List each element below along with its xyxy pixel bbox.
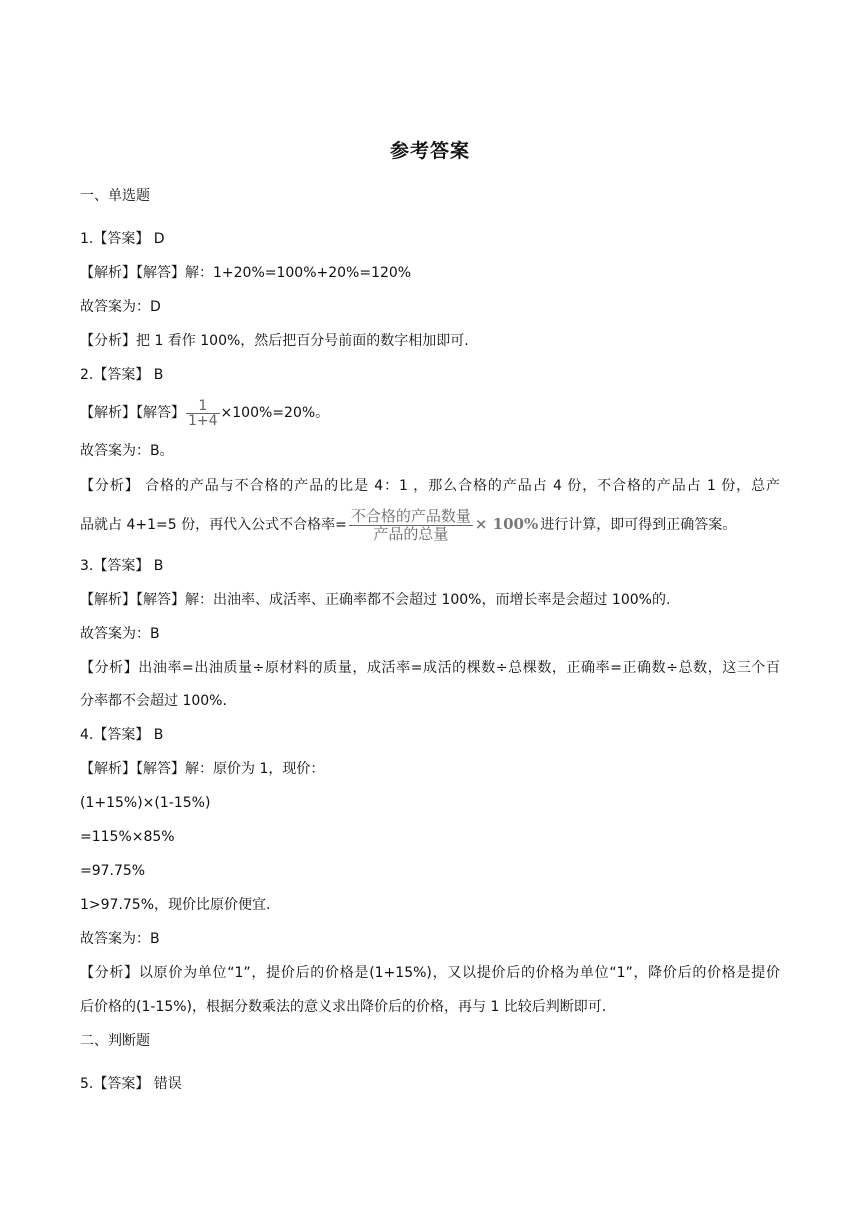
q5-answer: 5.【答案】 错误	[80, 1076, 182, 1092]
q2-formula-numerator: 不合格的产品数量	[350, 506, 471, 525]
q1-note: 【分析】把 1 看作 100%，然后把百分号前面的数字相加即可.	[80, 333, 469, 349]
page-title: 参考答案	[389, 140, 470, 162]
q4-step-4: 1>97.75%，现价比原价便宜.	[80, 897, 271, 913]
q2-analysis	[80, 398, 780, 428]
q4-conclusion: 故答案为：B	[80, 931, 160, 947]
q2-formula-denominator: 产品的总量	[349, 525, 473, 543]
section-heading-single-choice: 一、单选题	[80, 188, 150, 204]
q3-note-line1: 【分析】出油率=出油质量÷原材料的质量，成活率=成活的棵数÷总棵数，正确率=正确数÷总数，这三个百	[80, 660, 780, 676]
q3-note-line2: 分率都不会超过 100%.	[80, 693, 227, 709]
q2-formula-fraction	[349, 508, 473, 543]
q3-conclusion: 故答案为：B	[80, 626, 160, 642]
q1-analysis: 【解析】【解答】解：1+20%=100%+20%=120%	[80, 265, 412, 281]
q2-fraction	[186, 399, 220, 428]
q4-step-3: =97.75%	[80, 863, 146, 879]
q4-note-line2: 后价格的(1-15%)，根据分数乘法的意义求出降价后的价格，再与 1 比较后判断即可.	[80, 999, 607, 1015]
q3-analysis: 【解析】【解答】解：出油率、成活率、正确率都不会超过 100%，而增长率是会超过 100%的.	[80, 592, 671, 608]
q4-note-line1: 【分析】以原价为单位“1”，提价后的价格是(1+15%)，又以提价后的价格为单位“1”，降价后的价格是提价	[80, 965, 780, 981]
q2-conclusion: 故答案为：B。	[80, 443, 174, 459]
q4-step-1: (1+15%)×(1-15%)	[80, 795, 211, 811]
q2-analysis-suffix: ×100%=20%。	[220, 405, 330, 421]
q3-answer: 3.【答案】 B	[80, 558, 164, 574]
q2-note-line2-prefix: 品就占 4+1=5 份，再代入公式不合格率=	[80, 517, 347, 533]
q2-formula-times-percent: × 100%	[474, 515, 539, 533]
section-heading-judgement: 二、判断题	[80, 1033, 150, 1049]
q2-note-line1: 【分析】 合格的产品与不合格的产品的比是 4：1 ，那么合格的产品占 4 份，不合格的产品占 1 份，总产	[80, 478, 780, 494]
q2-fraction-denominator: 1+4	[188, 412, 218, 429]
q2-note-line2-suffix: 进行计算，即可得到正确答案。	[540, 517, 737, 533]
q4-answer: 4.【答案】 B	[80, 727, 164, 743]
q4-analysis: 【解析】【解答】解：原价为 1，现价：	[80, 761, 325, 777]
q4-step-2: =115%×85%	[80, 829, 175, 845]
q2-fraction-numerator: 1	[198, 397, 208, 414]
q2-note-line2	[80, 506, 780, 543]
q1-answer: 1.【答案】 D	[80, 231, 165, 247]
q2-analysis-prefix: 【解析】【解答】	[80, 405, 185, 421]
q1-conclusion: 故答案为：D	[80, 299, 161, 315]
q2-answer: 2.【答案】 B	[80, 367, 164, 383]
